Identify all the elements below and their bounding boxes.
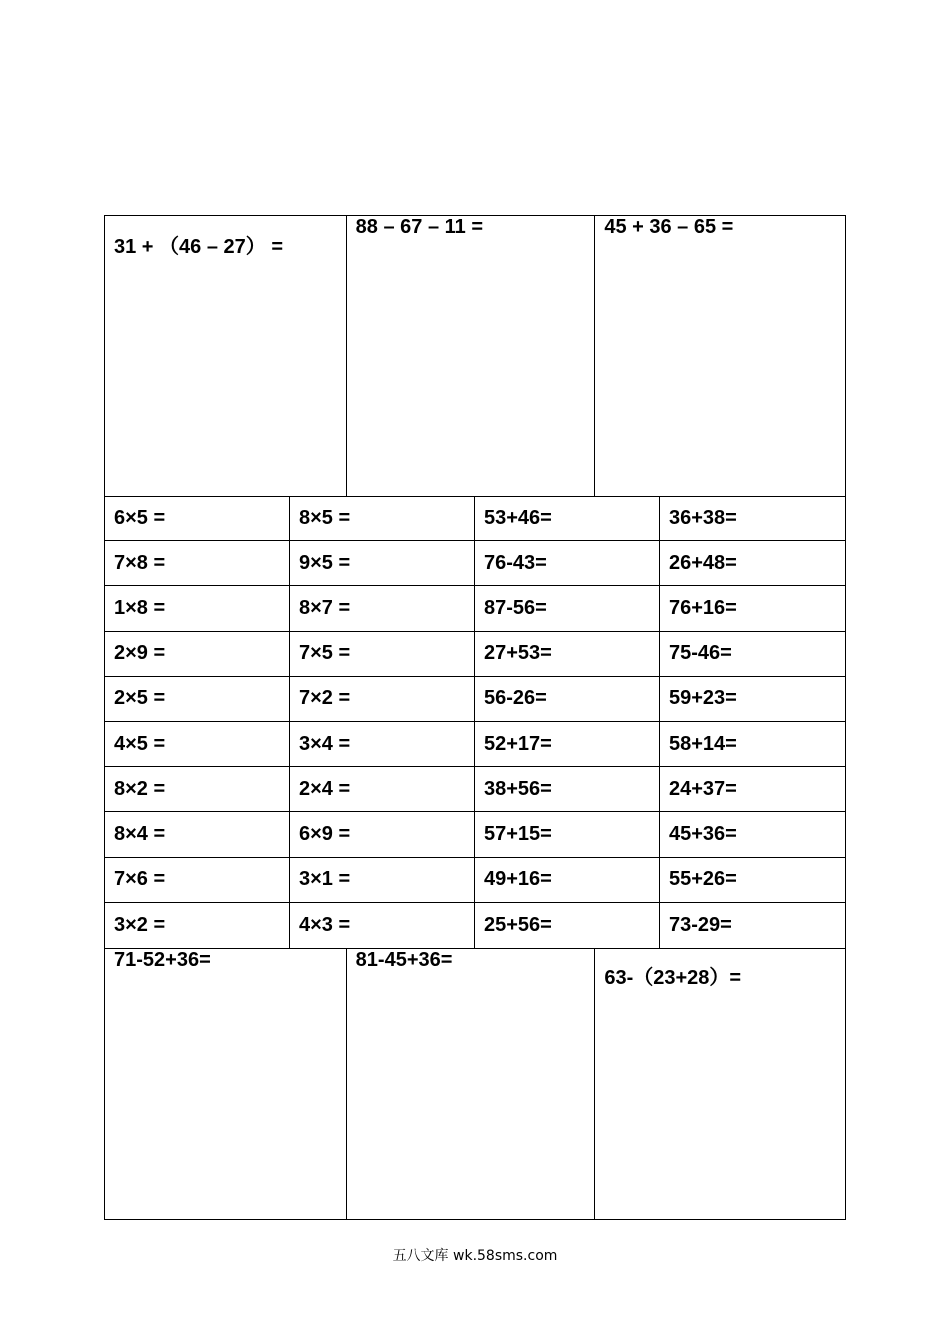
grid-cell: 24+37= [660, 767, 845, 812]
grid-cell: 53+46= [475, 496, 660, 541]
grid-cell: 87-56= [475, 586, 660, 631]
problem-box [347, 949, 596, 1220]
grid-cell: 7×2 = [290, 677, 475, 722]
grid-cell: 6×5 = [105, 496, 290, 541]
problem-text: 31 + （46 – 27） = [114, 236, 284, 258]
arithmetic-grid [105, 496, 845, 948]
grid-cell: 57+15= [475, 812, 660, 857]
grid-cell: 8×2 = [105, 767, 290, 812]
grid-cell: 25+56= [475, 903, 660, 948]
grid-cell: 7×5 = [290, 632, 475, 677]
grid-cell: 76-43= [475, 541, 660, 586]
grid-cell: 1×8 = [105, 586, 290, 631]
grid-cell: 56-26= [475, 677, 660, 722]
grid-cell: 6×9 = [290, 812, 475, 857]
grid-cell: 76+16= [660, 586, 845, 631]
grid-cell: 73-29= [669, 913, 732, 936]
grid-cell: 58+14= [660, 722, 845, 767]
problem-box [595, 216, 845, 496]
problem-box [105, 949, 347, 1220]
problem-box [595, 949, 845, 1220]
worksheet [104, 215, 846, 1220]
grid-cell: 75-46= [660, 632, 845, 677]
grid-cell: 8×5 = [290, 496, 475, 541]
grid-cell: 2×9 = [105, 632, 290, 677]
grid-cell: 9×5 = [290, 541, 475, 586]
grid-cell: 2×4 = [290, 767, 475, 812]
grid-cell: 36+38= [660, 496, 845, 541]
grid-cell: 8×7 = [290, 586, 475, 631]
grid-cell: 4×3 = [290, 903, 475, 948]
footer-watermark: 五八文库 wk.58sms.com [392, 1248, 558, 1264]
grid-cell: 59+23= [660, 677, 845, 722]
grid-cell: 45+36= [660, 812, 845, 857]
grid-cell: 3×2 = [105, 903, 290, 948]
grid-cell: 4×5 = [105, 722, 290, 767]
problem-text: 63-（23+28）= [604, 967, 742, 989]
grid-cell: 7×8 = [105, 541, 290, 586]
grid-cell: 26+48= [660, 541, 845, 586]
grid-cell: 2×5 = [105, 677, 290, 722]
grid-cell: 52+17= [475, 722, 660, 767]
grid-cell: 27+53= [475, 632, 660, 677]
problem-box [105, 216, 347, 496]
problem-box [347, 216, 596, 496]
grid-cell: 38+56= [475, 767, 660, 812]
bottom-problem-row [105, 948, 845, 1220]
grid-cell: 55+26= [660, 858, 845, 903]
top-problem-row [105, 216, 845, 497]
problem-text: 45 + 36 – 65 = [604, 216, 734, 238]
grid-cell: 3×4 = [290, 722, 475, 767]
grid-cell: 8×4 = [105, 812, 290, 857]
problem-text: 81-45+36= [355, 949, 453, 971]
problem-text: 71-52+36= [114, 949, 211, 971]
grid-cell: 49+16= [475, 858, 660, 903]
grid-cell: 7×6 = [105, 858, 290, 903]
grid-cell: 3×1 = [290, 858, 475, 903]
problem-text: 88 – 67 – 11 = [355, 216, 484, 238]
